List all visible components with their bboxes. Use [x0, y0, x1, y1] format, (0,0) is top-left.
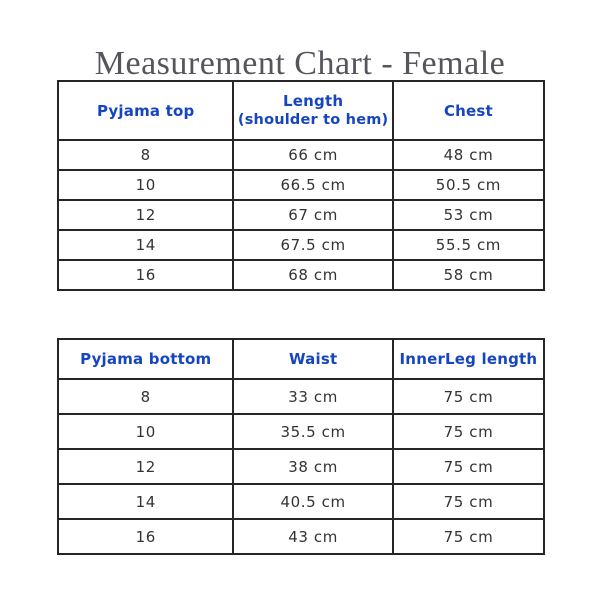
- page-title: Measurement Chart - Female: [94, 44, 506, 82]
- innerleg-cell: 75 cm: [393, 449, 544, 484]
- innerleg-cell: 75 cm: [393, 379, 544, 414]
- column-header-pyjama-top: Pyjama top: [58, 81, 233, 140]
- waist-cell: 35.5 cm: [233, 414, 392, 449]
- column-header-chest: Chest: [393, 81, 544, 140]
- size-cell: 10: [58, 170, 233, 200]
- chest-cell: 58 cm: [393, 260, 544, 290]
- size-cell: 12: [58, 200, 233, 230]
- size-cell: 14: [58, 484, 233, 519]
- chest-cell: 50.5 cm: [393, 170, 544, 200]
- size-cell: 10: [58, 414, 233, 449]
- table-row: [58, 260, 544, 290]
- table-row: [58, 414, 544, 449]
- chest-cell: 55.5 cm: [393, 230, 544, 260]
- header-row: [58, 339, 544, 379]
- column-header-waist: Waist: [233, 339, 392, 379]
- waist-cell: 33 cm: [233, 379, 392, 414]
- size-cell: 12: [58, 449, 233, 484]
- waist-cell: 43 cm: [233, 519, 392, 554]
- innerleg-cell: 75 cm: [393, 414, 544, 449]
- size-cell: 8: [58, 379, 233, 414]
- pyjama-bottom-table: [57, 338, 545, 555]
- length-cell: 66 cm: [233, 140, 392, 170]
- length-cell: 68 cm: [233, 260, 392, 290]
- pyjama-bottom-size-table: [57, 338, 545, 555]
- table-row: [58, 379, 544, 414]
- table-row: [58, 449, 544, 484]
- column-header-length-line1: Length: [283, 91, 344, 110]
- pyjama-top-table: [57, 80, 545, 291]
- column-header-length-line2: (shoulder to hem): [237, 111, 389, 128]
- table-row: [58, 140, 544, 170]
- table-row: [58, 519, 544, 554]
- table-row: [58, 200, 544, 230]
- column-header-pyjama-bottom: Pyjama bottom: [58, 339, 233, 379]
- size-cell: 8: [58, 140, 233, 170]
- size-cell: 16: [58, 519, 233, 554]
- length-cell: 67 cm: [233, 200, 392, 230]
- innerleg-cell: 75 cm: [393, 519, 544, 554]
- length-cell: 67.5 cm: [233, 230, 392, 260]
- table-row: [58, 484, 544, 519]
- length-cell: 66.5 cm: [233, 170, 392, 200]
- header-row: [58, 81, 544, 140]
- chest-cell: 48 cm: [393, 140, 544, 170]
- waist-cell: 38 cm: [233, 449, 392, 484]
- pyjama-top-size-table: [57, 80, 545, 291]
- size-cell: 14: [58, 230, 233, 260]
- size-cell: 16: [58, 260, 233, 290]
- column-header-innerleg: InnerLeg length: [393, 339, 544, 379]
- table-row: [58, 170, 544, 200]
- chest-cell: 53 cm: [393, 200, 544, 230]
- column-header-length: [233, 81, 392, 140]
- waist-cell: 40.5 cm: [233, 484, 392, 519]
- table-row: [58, 230, 544, 260]
- innerleg-cell: 75 cm: [393, 484, 544, 519]
